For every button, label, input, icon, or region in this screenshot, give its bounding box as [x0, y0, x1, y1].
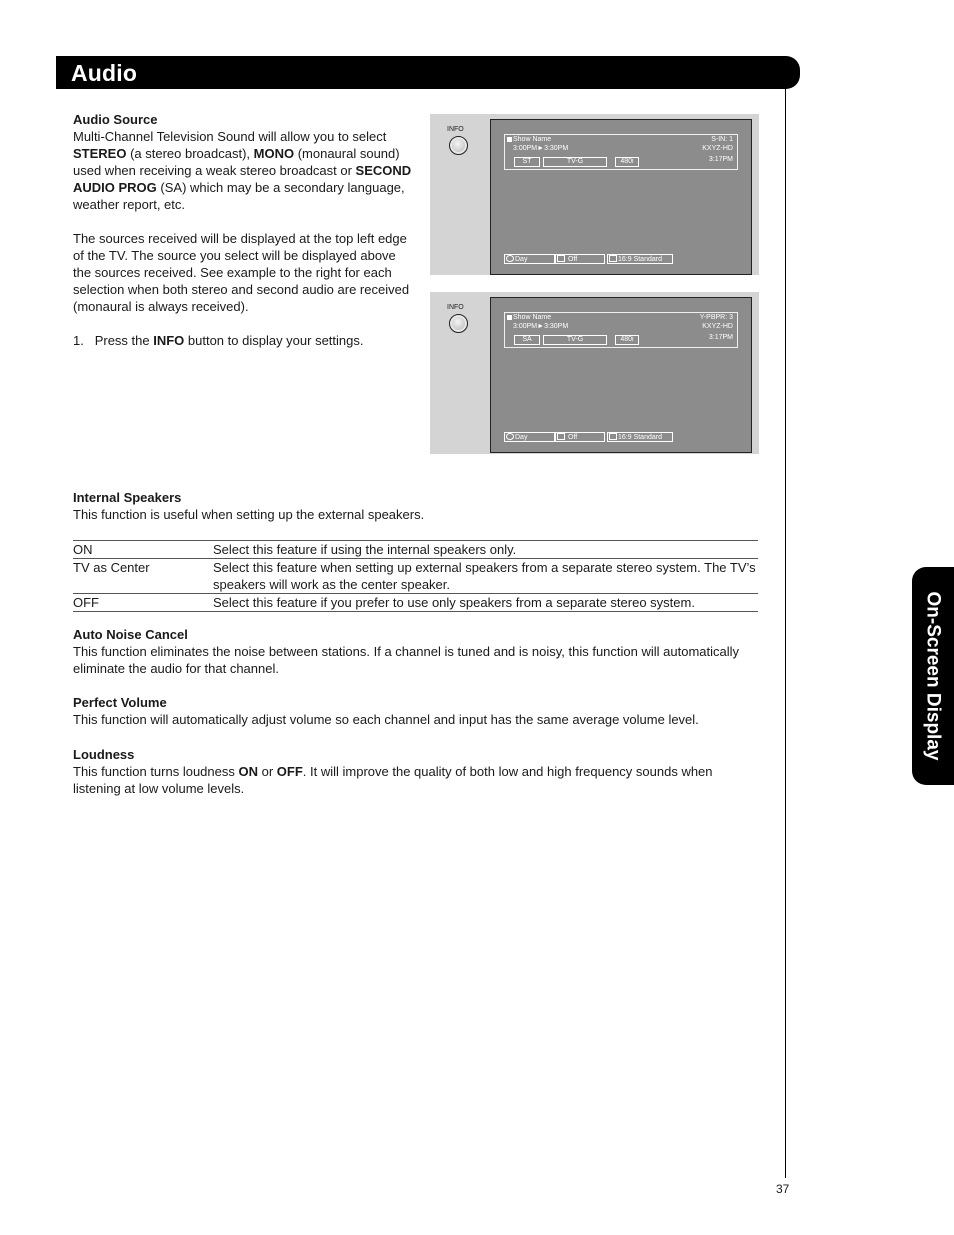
sleep-icon — [557, 255, 565, 262]
tv-screen: Show Name 3:00PM►3:30PM Y-PBPR: 3 KXYZ-HD 3:17PM SA TV-G 480i Day Off 16:9 Standard — [490, 297, 752, 453]
page-title: Audio — [71, 60, 138, 86]
option-label: OFF — [73, 595, 99, 610]
table-row — [73, 559, 758, 594]
side-tab-label: On-Screen Display — [922, 591, 944, 761]
internal-speakers-intro: This function is useful when setting up the external speakers. — [73, 507, 425, 522]
audio-source-section — [73, 111, 413, 349]
speaker-options-table — [73, 540, 758, 612]
auto-noise-cancel-section — [73, 626, 758, 677]
osd-example-second-audio — [430, 292, 759, 454]
option-description: Select this feature if you prefer to use only speakers from a separate stereo system. — [213, 595, 695, 610]
loudness-section — [73, 746, 758, 797]
option-label: ON — [73, 542, 93, 557]
table-row — [73, 594, 758, 612]
day-icon — [506, 433, 514, 440]
audio-source-step: 1. Press the INFO button to display your settings. — [73, 333, 364, 348]
aspect-icon — [609, 433, 617, 440]
info-button: INFO — [447, 304, 477, 333]
option-label: TV as Center — [73, 560, 150, 575]
table-row — [73, 541, 758, 559]
info-banner: Show Name 3:00PM►3:30PM Y-PBPR: 3 KXYZ-HD 3:17PM SA TV-G 480i — [504, 312, 738, 348]
aspect-icon — [609, 255, 617, 262]
info-button: INFO — [447, 126, 477, 155]
internal-speakers-heading: Internal Speakers — [73, 490, 182, 505]
loudness-heading: Loudness — [73, 747, 135, 762]
perfect-volume-heading: Perfect Volume — [73, 695, 167, 710]
section-header-bar — [56, 56, 800, 89]
resolution-cell: 480i — [615, 335, 639, 345]
rating-cell: TV-G — [543, 335, 607, 345]
square-icon — [507, 137, 512, 142]
sleep-icon — [557, 433, 565, 440]
audio-mode-cell: ST — [514, 157, 540, 167]
auto-noise-cancel-heading: Auto Noise Cancel — [73, 627, 188, 642]
resolution-cell: 480i — [615, 157, 639, 167]
square-icon — [507, 315, 512, 320]
audio-source-para2: The sources received will be displayed at the top left edge of the TV. The source you select will be displayed above the sources received. See example to the right for each selection when both stereo and second audio are received (monaural is always received). — [73, 231, 410, 314]
loudness-body: This function turns loudness ON or OFF. It will improve the quality of both low and high frequency sounds when listening at low volume levels. — [73, 764, 713, 796]
tv-screen: Show Name 3:00PM►3:30PM S-IN: 1 KXYZ-HD 3:17PM ST TV-G 480i Day Off 16:9 Standard — [490, 119, 752, 275]
perfect-volume-body: This function will automatically adjust volume so each channel and input has the same average volume level. — [73, 712, 699, 727]
audio-source-heading: Audio Source — [73, 112, 158, 127]
option-description: Select this feature when setting up external speakers from a separate stereo system. The TV’s speakers will work as the center speaker. — [213, 560, 756, 592]
internal-speakers-section — [73, 489, 758, 523]
day-icon — [506, 255, 514, 262]
page-number: 37 — [776, 1182, 790, 1196]
info-banner: Show Name 3:00PM►3:30PM S-IN: 1 KXYZ-HD 3:17PM ST TV-G 480i — [504, 134, 738, 170]
perfect-volume-section — [73, 694, 758, 728]
audio-mode-cell: SA — [514, 335, 540, 345]
vertical-divider — [785, 89, 786, 1178]
auto-noise-cancel-body: This function eliminates the noise between stations. If a channel is tuned and is noisy, this function will automatically eliminate the audio for that channel. — [73, 644, 740, 676]
option-description: Select this feature if using the internal speakers only. — [213, 542, 517, 557]
audio-source-para1: Multi-Channel Television Sound will allow you to select STEREO (a stereo broadcast), MONO (monaural sound) used when receiving a weak stereo broadcast or SECOND AUDIO PROG (SA) which may be a secondary language, weather report, etc. — [73, 129, 412, 212]
info-button-icon — [449, 314, 468, 333]
info-button-icon — [449, 136, 468, 155]
osd-example-stereo — [430, 114, 759, 275]
rating-cell: TV-G — [543, 157, 607, 167]
side-tab — [912, 567, 954, 785]
